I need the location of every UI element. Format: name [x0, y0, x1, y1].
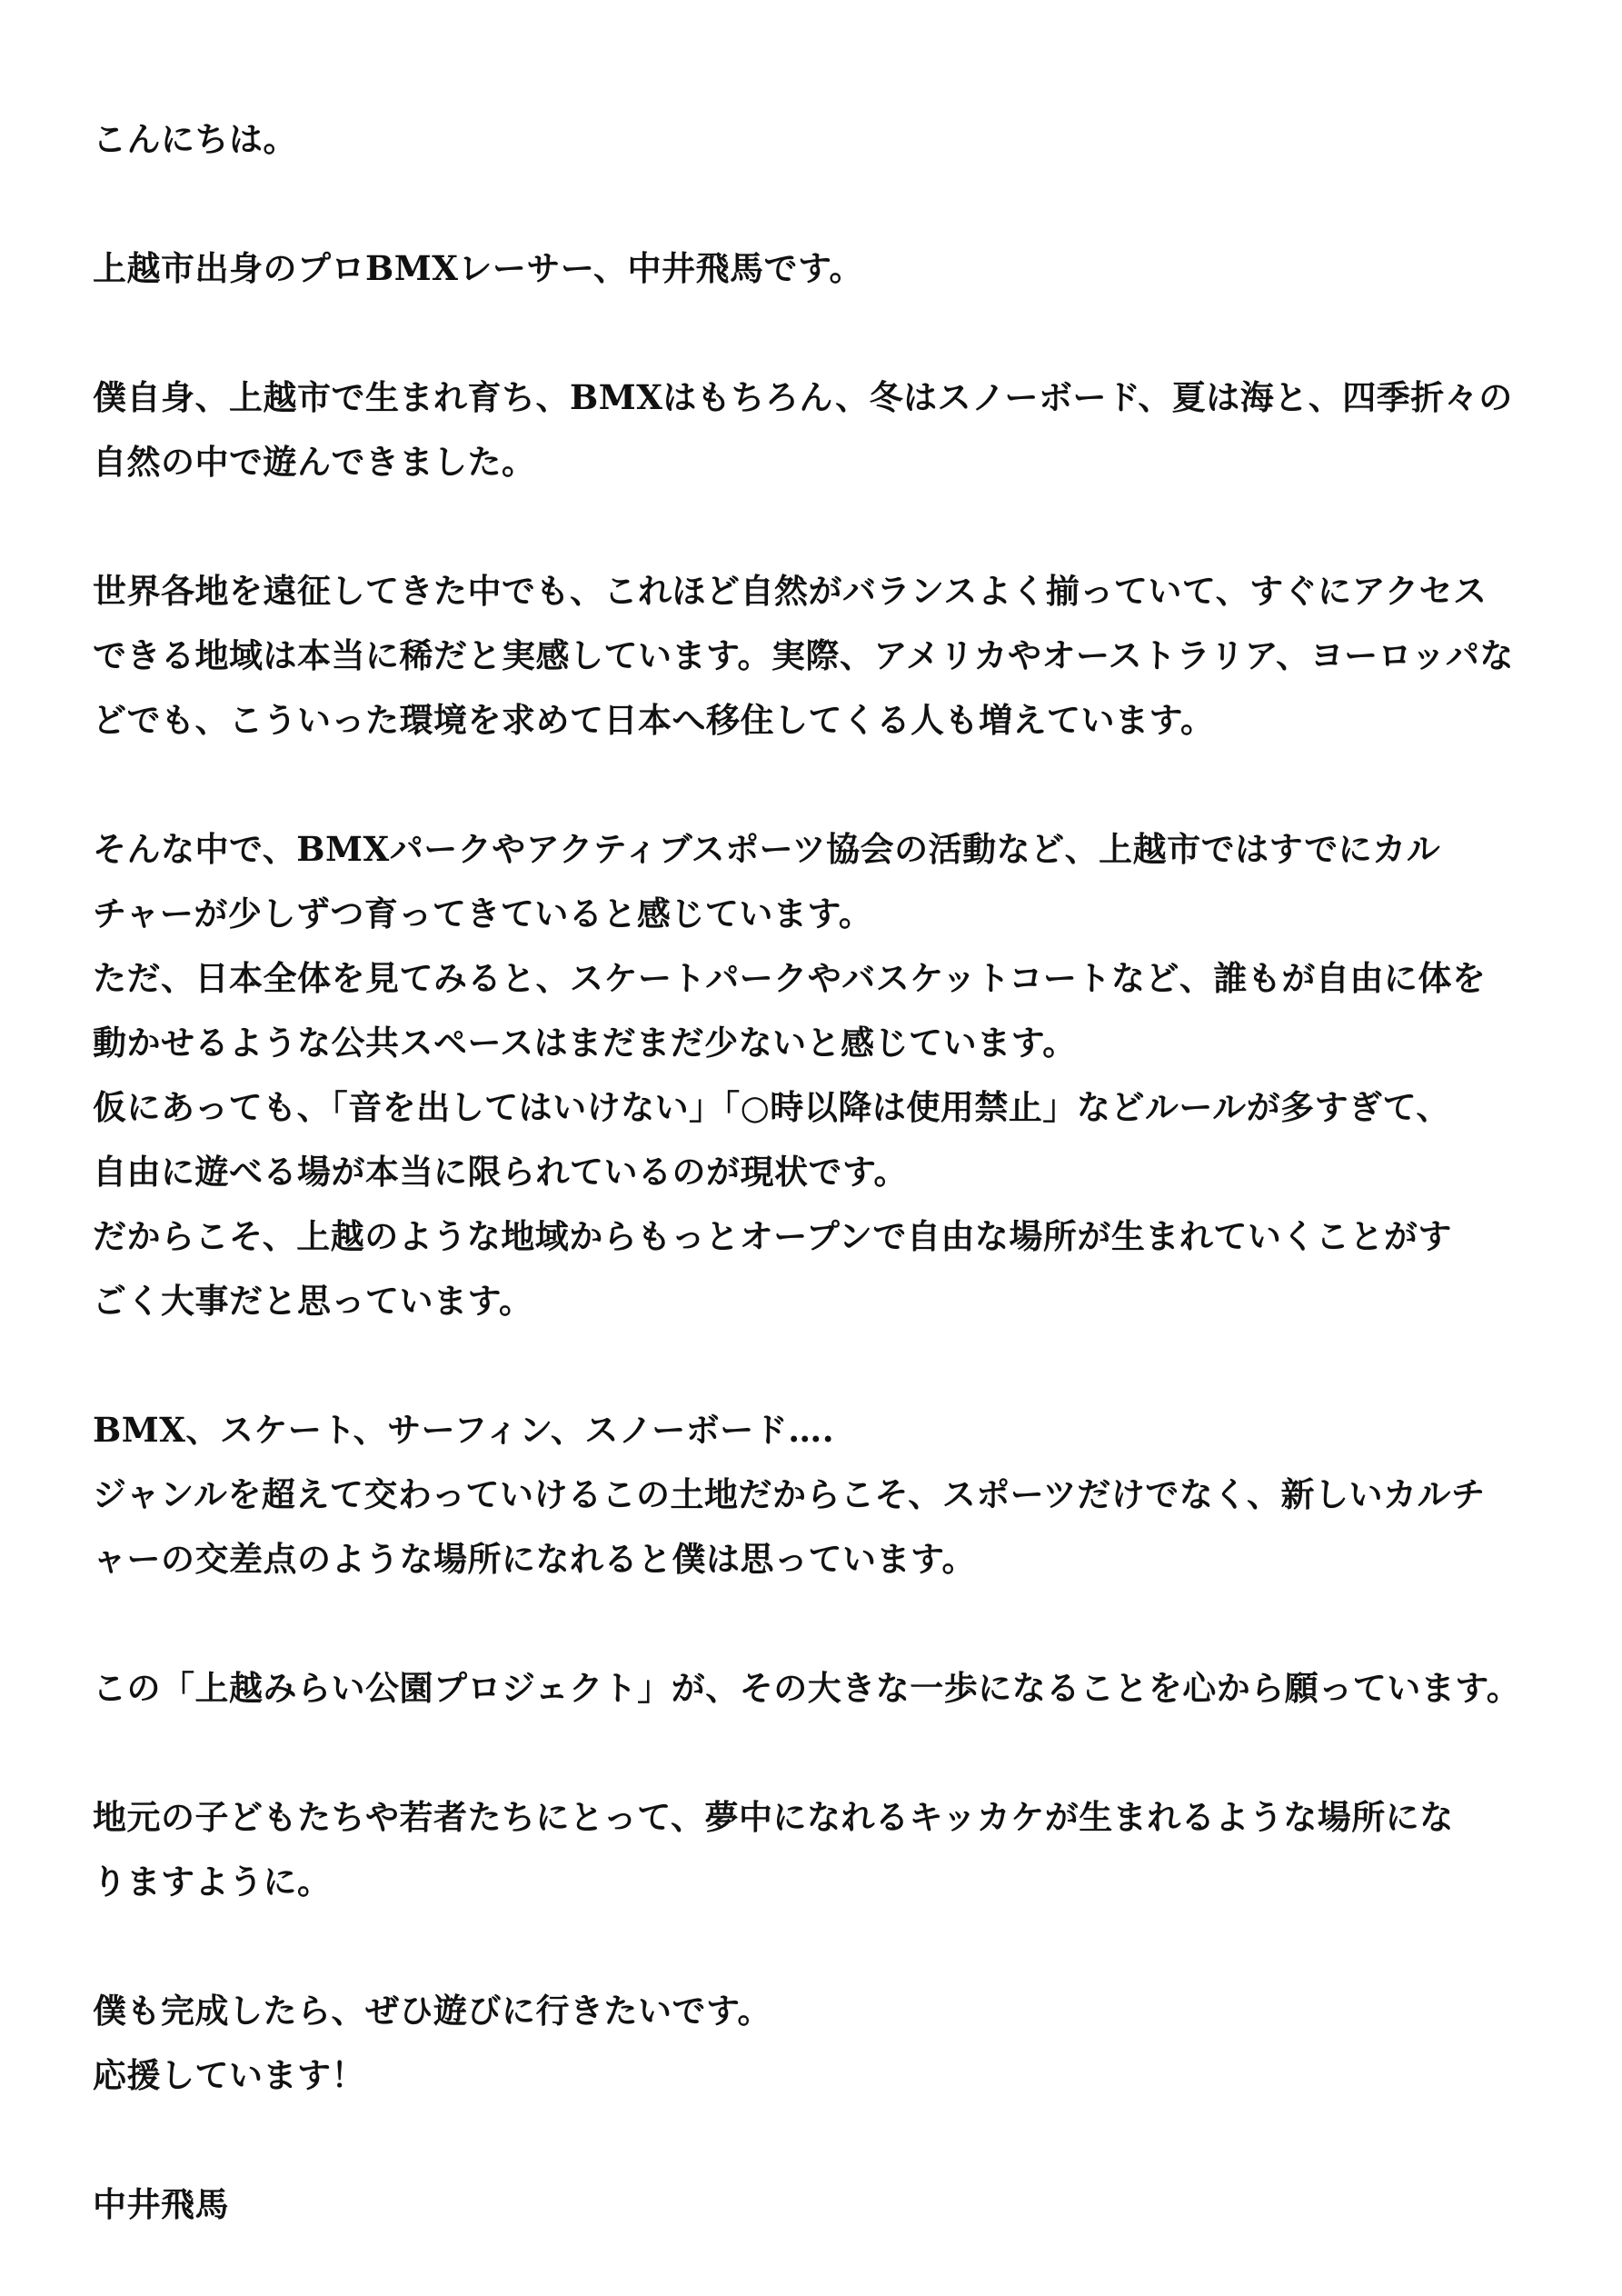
- paragraph-gap: [93, 2108, 1547, 2172]
- text-line: 僕も完成したら、ぜひ遊びに行きたいです。: [93, 1991, 772, 2031]
- text-line: そんな中で、BMXパークやアクティブスポーツ協会の活動など、上越市ではすでにカル: [93, 829, 1441, 869]
- paragraph-gap: [93, 753, 1547, 817]
- paragraph-project: [93, 1656, 1547, 1721]
- paragraph-upbringing: [93, 365, 1547, 494]
- text-line: どでも、こういった環境を求めて日本へ移住してくる人も増えています。: [93, 700, 1215, 740]
- text-line: できる地域は本当に稀だと実感しています。実際、アメリカやオーストラリア、ヨーロッパな: [93, 635, 1514, 675]
- paragraph-gap: [93, 1592, 1547, 1656]
- paragraph-gap: [93, 1333, 1547, 1398]
- paragraph-gap: [93, 1721, 1547, 1785]
- letter-body: [93, 107, 1547, 2237]
- paragraph-gap: [93, 301, 1547, 365]
- paragraph-wish: [93, 1785, 1547, 1914]
- text-line: ただ、日本全体を見てみると、スケートパークやバスケットコートなど、誰もが自由に体を: [93, 958, 1487, 998]
- paragraph-gap: [93, 1914, 1547, 1979]
- text-line: 地元の子どもたちや若者たちにとって、夢中になれるキッカケが生まれるような場所にな: [93, 1797, 1454, 1837]
- paragraph-sports: [93, 1398, 1547, 1592]
- paragraph-closing: [93, 1979, 1547, 2108]
- paragraph-nature: [93, 559, 1547, 753]
- text-line: 自然の中で遊んできました。: [93, 442, 536, 482]
- signature: 中井飛馬: [93, 2184, 229, 2224]
- text-line: ジャンルを超えて交わっていけるこの土地だからこそ、スポーツだけでなく、新しいカルチ: [93, 1474, 1486, 1514]
- text-line: 自由に遊べる場が本当に限られているのが現状です。: [93, 1152, 909, 1192]
- intro-line: 上越市出身のプロBMXレーサー、中井飛馬です。: [93, 248, 863, 288]
- text-line: この「上越みらい公園プロジェクト」が、その大きな一歩になることを心から願っています。: [93, 1668, 1521, 1708]
- text-line: BMX、スケート、サーフィン、スノーボード….: [93, 1410, 835, 1450]
- text-line: 僕自身、上越市で生まれ育ち、BMXはもちろん、冬はスノーボード、夏は海と、四季折々の: [93, 377, 1513, 417]
- text-line: だからこそ、上越のような地域からもっとオープンで自由な場所が生まれていくことがす: [93, 1216, 1452, 1256]
- text-line: 仮にあっても、「音を出してはいけない」「○時以降は使用禁止」などルールが多すぎて、: [93, 1087, 1450, 1127]
- text-line: チャーが少しずつ育ってきていると感じています。: [93, 893, 873, 933]
- text-line: ャーの交差点のような場所になれると僕は思っています。: [93, 1539, 977, 1579]
- paragraph-gap: [93, 494, 1547, 559]
- paragraph-culture: [93, 817, 1547, 1333]
- text-line: ごく大事だと思っています。: [93, 1281, 533, 1321]
- text-line: 動かせるような公共スペースはまだまだ少ないと感じています。: [93, 1023, 1077, 1063]
- text-line: 世界各地を遠征してきた中でも、これほど自然がバランスよく揃っていて、すぐにアクセス: [93, 571, 1488, 611]
- text-line: りますように。: [93, 1862, 332, 1902]
- text-line: 応援しています！: [93, 2055, 365, 2095]
- paragraph-gap: [93, 172, 1547, 236]
- greeting: こんにちは。: [93, 119, 297, 159]
